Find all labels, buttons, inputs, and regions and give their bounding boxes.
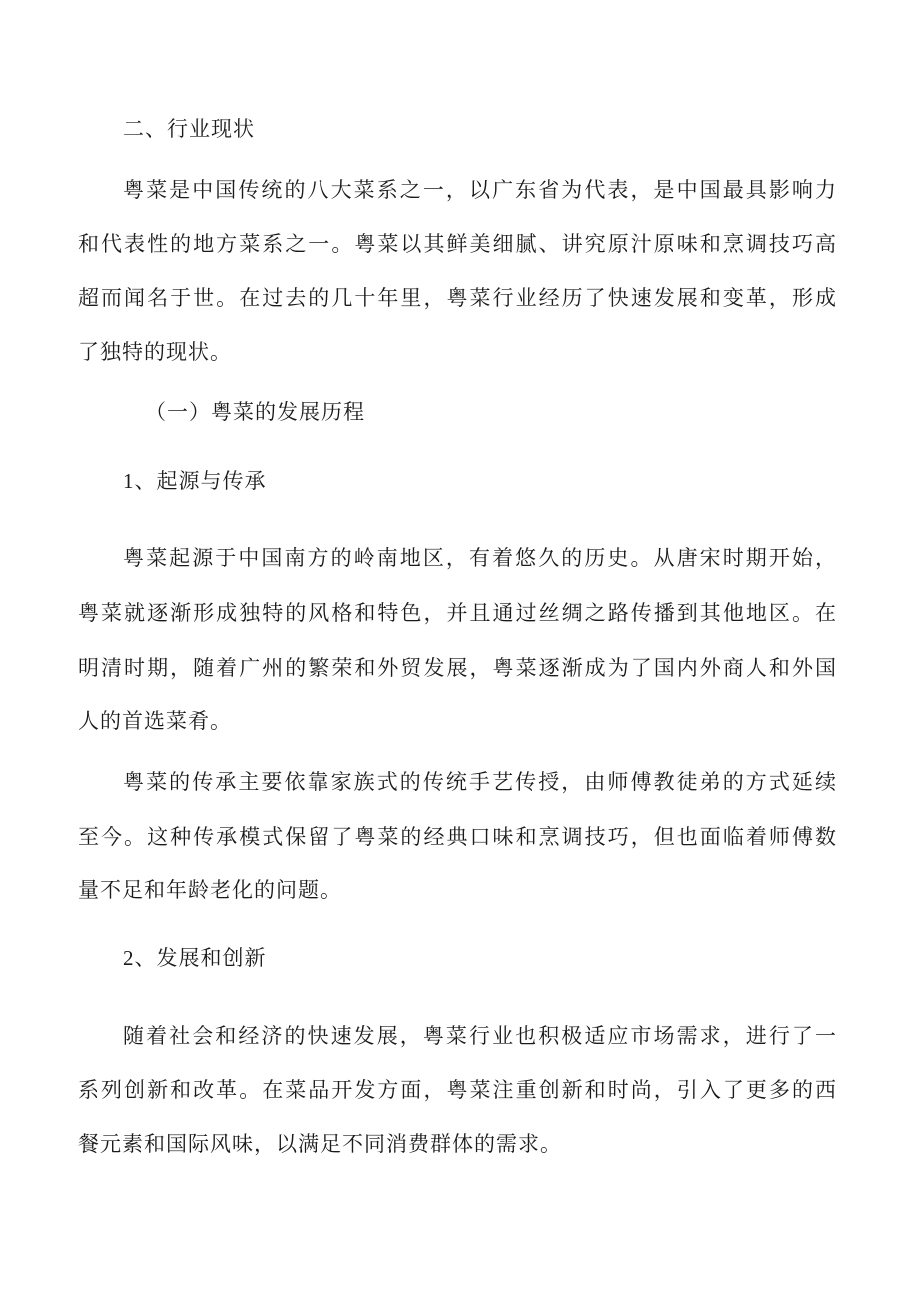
paragraph-line: 至今。这种传承模式保留了粤菜的经典口味和烹调技巧，但也面临着师傅数 [78,825,837,849]
paragraph-line: 粤菜的传承主要依靠家族式的传统手艺传授，由师傅教徒弟的方式延续 [123,770,837,794]
paragraph-line: 粤菜是中国传统的八大菜系之一，以广东省为代表，是中国最具影响力 [123,178,837,202]
item-title: 2、发展和创新 [123,946,267,970]
paragraph-line: 人的首选菜肴。 [78,709,232,733]
paragraph-line: 粤菜起源于中国南方的岭南地区，有着悠久的历史。从唐宋时期开始， [123,546,837,570]
subheading: （一）粤菜的发展历程 [145,400,365,424]
paragraph-line: 和代表性的地方菜系之一。粤菜以其鲜美细腻、讲究原汁原味和烹调技巧高 [78,232,837,256]
paragraph-line: 餐元素和国际风味，以满足不同消费群体的需求。 [78,1132,562,1156]
paragraph-line: 明清时期，随着广州的繁荣和外贸发展，粤菜逐渐成为了国内外商人和外国 [78,656,837,680]
paragraph-line: 了独特的现状。 [78,340,232,364]
item-title: 1、起源与传承 [123,469,267,493]
paragraph-line: 超而闻名于世。在过去的几十年里，粤菜行业经历了快速发展和变革，形成 [78,286,837,310]
paragraph-line: 量不足和年龄老化的问题。 [78,878,342,902]
paragraph-line: 系列创新和改革。在菜品开发方面，粤菜注重创新和时尚，引入了更多的西 [78,1078,837,1102]
paragraph-line: 粤菜就逐渐形成独特的风格和特色，并且通过丝绸之路传播到其他地区。在 [78,601,837,625]
section-heading: 二、行业现状 [123,117,255,141]
paragraph-line: 随着社会和经济的快速发展，粤菜行业也积极适应市场需求，进行了一 [123,1024,837,1048]
